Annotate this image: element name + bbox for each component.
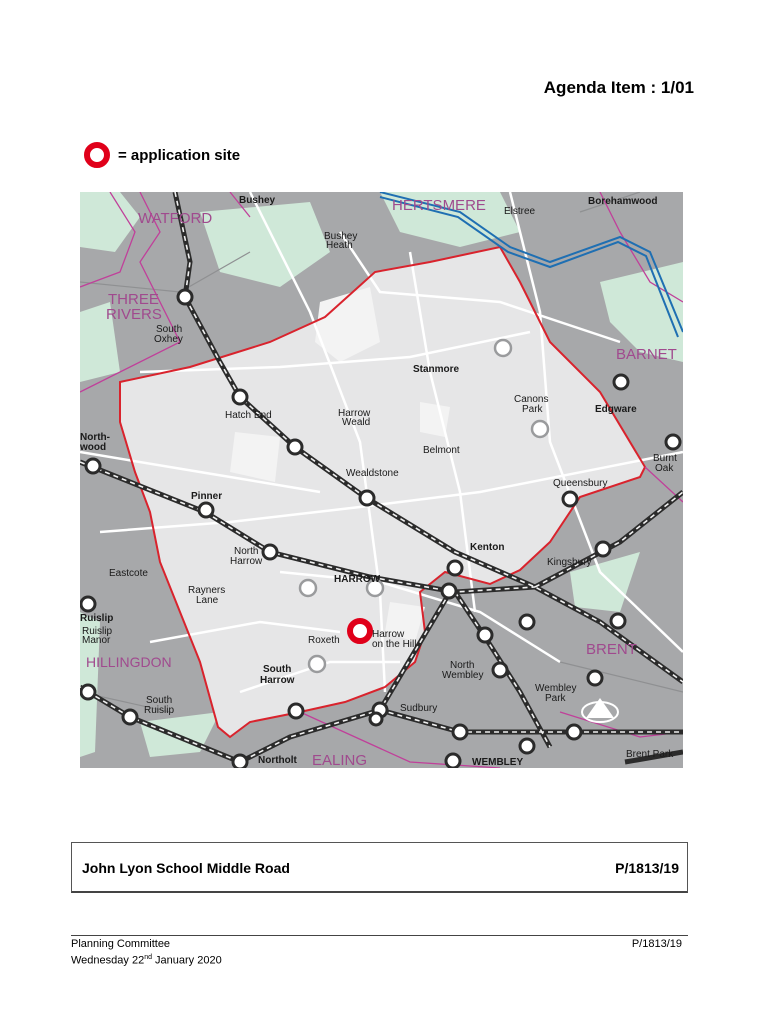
station-west-ruislip (81, 685, 95, 699)
legend-label: = application site (118, 146, 241, 164)
label-kenton: Kenton (470, 542, 505, 553)
label-hillingdon: HILLINGDON (86, 654, 172, 670)
label-south-ruislip-1: South (146, 695, 173, 706)
station-north-wembley (493, 663, 507, 677)
station-neasden (611, 614, 625, 628)
site-details-box (71, 842, 688, 893)
station-wembley-park (588, 671, 602, 685)
label-south-oxhey-2: Oxhey (154, 334, 183, 345)
station-northwood (86, 459, 100, 473)
label-south-ruislip-2: Ruislip (144, 705, 175, 716)
station-edgware (614, 375, 628, 389)
label-barnet: BARNET (616, 346, 677, 363)
station-ruislip (81, 597, 95, 611)
station-wembley (567, 725, 581, 739)
footer-date-suffix: nd (144, 954, 152, 961)
station-pinner (199, 503, 213, 517)
label-north-harrow-2: Harrow (230, 556, 263, 567)
label-south-harrow-1: South (263, 664, 292, 675)
label-hertsmere: HERTSMERE (392, 197, 486, 214)
station-preston-road (520, 615, 534, 629)
site-address: John Lyon School Middle Road (82, 860, 290, 876)
station-northwick-park (478, 628, 492, 642)
station-sudbury-town (370, 713, 382, 725)
label-watford: WATFORD (138, 210, 213, 227)
station-hatch-end (233, 390, 247, 404)
label-ealing: EALING (312, 752, 368, 768)
label-burnt-oak-1: Burnt (653, 453, 677, 464)
application-reference: P/1813/19 (615, 860, 679, 876)
label-north-wembley-2: Wembley (442, 670, 484, 681)
label-rayners-lane-1: Rayners (188, 585, 226, 596)
map-canvas (80, 192, 683, 768)
label-roxeth: Roxeth (308, 635, 340, 646)
label-south-harrow-2: Harrow (260, 675, 295, 686)
label-canons-park-1: Canons (514, 394, 549, 405)
label-kingsbury: Kingsbury (547, 557, 592, 568)
label-bushey-heath-1: Bushey (324, 231, 358, 242)
label-harrow-weald-2: Weald (342, 417, 371, 428)
location-map (80, 192, 683, 768)
footer-date-day: Wednesday 22 (71, 954, 145, 967)
label-edgware: Edgware (595, 404, 637, 415)
station-rayners-lane (300, 580, 316, 596)
label-wealdstone: Wealdstone (346, 468, 399, 479)
label-three-rivers-2: RIVERS (106, 306, 162, 323)
label-harrow-weald-1: Harrow (338, 408, 371, 419)
footer-date-rest: January 2020 (151, 954, 222, 967)
application-site-marker-icon (84, 142, 110, 168)
station-wealdstone (360, 491, 374, 505)
station-northolt (233, 755, 247, 768)
station-harrow-on-the-hill (442, 584, 456, 598)
label-bushey: Bushey (239, 195, 276, 206)
legend (84, 142, 240, 168)
label-borehamwood: Borehamwood (588, 196, 658, 207)
station-south-ruislip (123, 710, 137, 724)
station-south-harrow (309, 656, 325, 672)
station-canons-park (532, 421, 548, 437)
label-rayners-lane-2: Lane (196, 595, 219, 606)
label-south-oxhey-1: South (156, 324, 183, 335)
label-brent: BRENT (586, 641, 637, 658)
footer-divider (71, 935, 688, 936)
label-northolt: Northolt (258, 755, 297, 766)
label-hatch-end: Hatch End (225, 410, 272, 421)
station-stanmore (495, 340, 511, 356)
label-queensbury: Queensbury (553, 478, 608, 489)
station-alperton (453, 725, 467, 739)
footer-committee-info (71, 938, 222, 968)
station-bushey (178, 290, 192, 304)
footer-date (71, 951, 222, 968)
label-brent-park: Brent Park (626, 749, 674, 760)
label-bushey-heath-2: Heath (326, 240, 353, 251)
label-wembley: WEMBLEY (472, 757, 524, 768)
application-site-marker (350, 621, 370, 641)
station-north-harrow (263, 545, 277, 559)
label-northwood-2: wood (80, 442, 107, 453)
label-stanmore: Stanmore (413, 364, 460, 375)
label-harrow-on-the-hill-2: on the Hill (372, 639, 417, 650)
label-northwood-1: North- (80, 432, 110, 443)
agenda-item-heading: Agenda Item : 1/01 (543, 78, 694, 97)
label-belmont: Belmont (423, 445, 460, 456)
label-harrow-on-the-hill-1: Harrow (372, 629, 405, 640)
label-wembley-park-1: Wembley (535, 683, 577, 694)
footer-committee: Planning Committee (71, 938, 171, 950)
station-kenton (448, 561, 462, 575)
station-burnt-oak (666, 435, 680, 449)
label-sudbury: Sudbury (400, 703, 438, 714)
label-north-harrow-1: North (234, 546, 259, 557)
label-ruislip: Ruislip (80, 613, 114, 624)
label-canons-park-2: Park (522, 404, 543, 415)
station-queensbury (563, 492, 577, 506)
station-south-harrow-rail (289, 704, 303, 718)
label-ruislip-manor-2: Manor (82, 635, 111, 646)
label-eastcote: Eastcote (109, 568, 148, 579)
label-pinner: Pinner (191, 491, 223, 502)
station-harrow-weald (288, 440, 302, 454)
station-kingsbury (596, 542, 610, 556)
station-wembley-central (446, 754, 460, 768)
label-elstree: Elstree (504, 206, 536, 217)
footer-reference: P/1813/19 (631, 938, 682, 950)
label-wembley-park-2: Park (545, 693, 566, 704)
label-harrow: HARROW (334, 574, 381, 585)
station-stonebridge (520, 739, 534, 753)
label-ruislip-manor-1: Ruislip (82, 626, 113, 637)
label-burnt-oak-2: Oak (655, 463, 674, 474)
label-three-rivers-1: THREE (108, 291, 159, 308)
label-north-wembley-1: North (450, 660, 475, 671)
